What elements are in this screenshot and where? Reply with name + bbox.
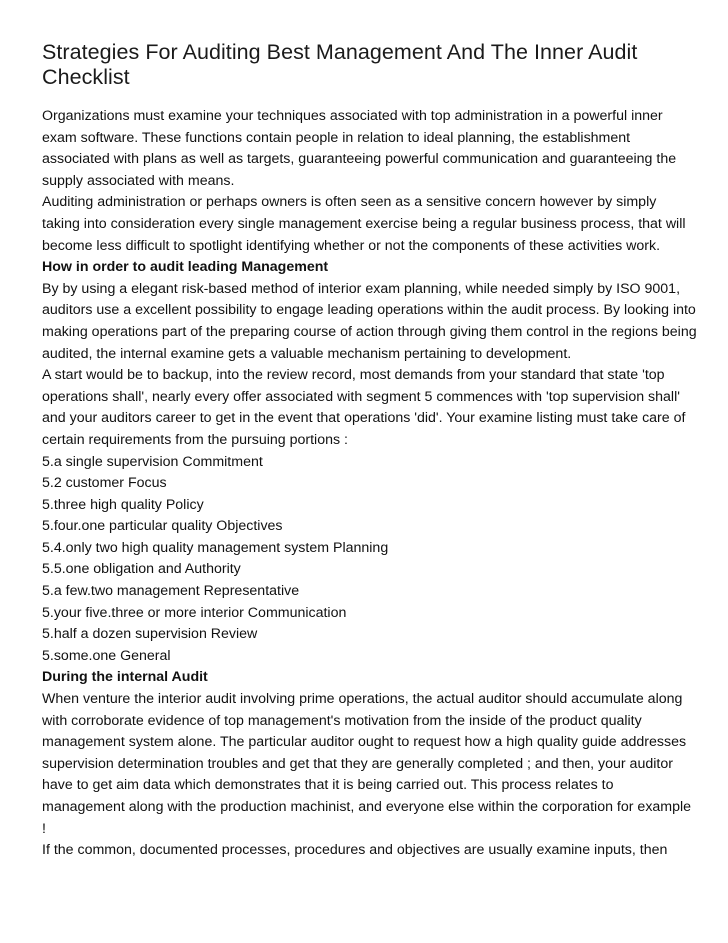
- list-item: 5.your five.three or more interior Communication: [42, 604, 347, 621]
- paragraph: Organizations must examine your techniques associated with top administration in a powerful inner exam software. These functions contain people in relation to ideal planning, the establishment associated with plans as well as targets, guaranteeing powerful communication and guaranteeing the supply associated with means.: [42, 108, 677, 189]
- list-item: 5.four.one particular quality Objectives: [42, 518, 283, 535]
- paragraph: When venture the interior audit involving prime operations, the actual auditor should accumulate along with corroborate evidence of top management's motivation from the inside of the product quality management system alone. The particular auditor ought to request how a high quality guide addresses supervision determination troubles and get that they are generally completed ; and then, your auditor have to get aim data which demonstrates that it is being carried out. This process relates to management along with the production machinist, and everyone else within the corporation for example !: [42, 691, 692, 837]
- list-item: 5.half a dozen supervision Review: [42, 626, 258, 643]
- list-item: 5.2 customer Focus: [42, 475, 167, 492]
- document-body: [42, 106, 698, 862]
- list-item: 5.a single supervision Commitment: [42, 453, 263, 470]
- paragraph: A start would be to backup, into the review record, most demands from your standard that state 'top operations shall', nearly every offer associated with segment 5 commences with 'top supervision shall' and your auditors career to get in the event that operations 'did'. Your examine listing must take care of certain requirements from the pursuing portions :: [42, 367, 686, 448]
- paragraph: If the common, documented processes, procedures and objectives are usually examine inputs, then: [42, 842, 668, 859]
- list-item: 5.a few.two management Representative: [42, 583, 300, 600]
- list-item: 5.5.one obligation and Authority: [42, 561, 241, 578]
- paragraph: By by using a elegant risk-based method of interior exam planning, while needed simply by ISO 9001, auditors use a excellent possibility to engage leading operations within the audit process. By looking into making operations part of the preparing course of action through giving them control in the regions being audited, the internal examine gets a valuable mechanism pertaining to development.: [42, 280, 697, 362]
- paragraph: Auditing administration or perhaps owners is often seen as a sensitive concern however by simply taking into consideration every single management exercise being a regular business process, that will become less difficult to spotlight identifying whether or not the components of these activities work.: [42, 194, 686, 254]
- section-heading: How in order to audit leading Management: [42, 259, 329, 276]
- list-item: 5.some.one General: [42, 647, 171, 664]
- list-item: 5.4.only two high quality management system Planning: [42, 539, 389, 556]
- section-heading: During the internal Audit: [42, 669, 208, 686]
- list-item: 5.three high quality Policy: [42, 496, 204, 513]
- page-title: Strategies For Auditing Best Management And The Inner Audit Checklist: [42, 40, 638, 89]
